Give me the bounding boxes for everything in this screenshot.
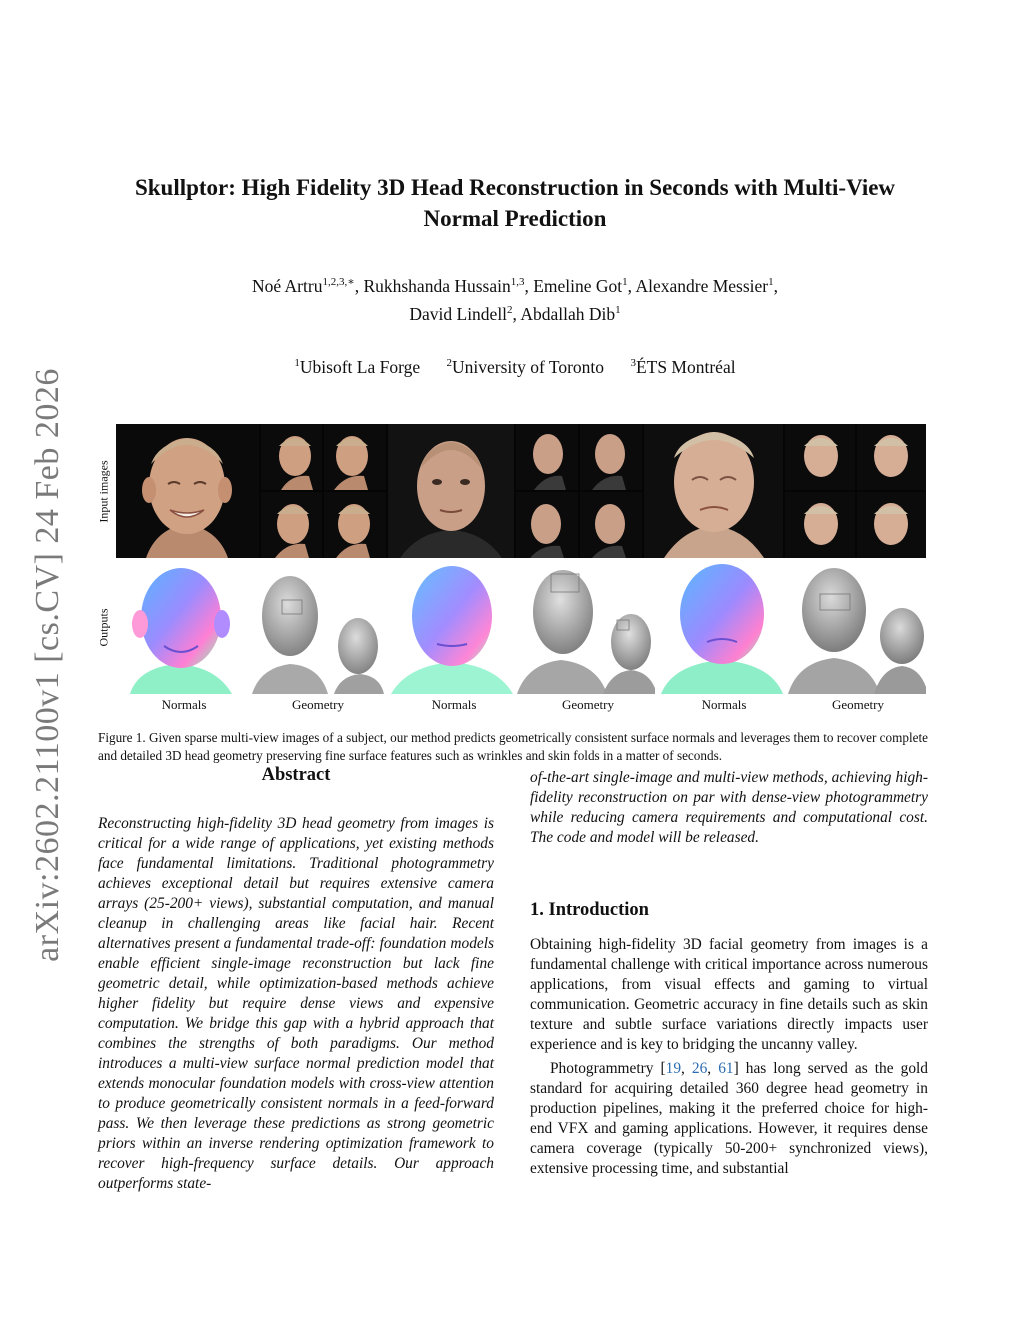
face-photo-image [116, 424, 259, 558]
right-column [530, 768, 928, 1179]
subject-1-front-photo [116, 424, 259, 558]
normal-map-image [387, 560, 515, 694]
author-line-2: David Lindell$^2$, Abdallah Dib$^1$ [409, 303, 621, 324]
author-affiliation-marker: 1 [768, 276, 774, 288]
paper-title-line-1: Skullptor: High Fidelity 3D Head Reconstruction in Seconds with Multi-View [134, 175, 896, 200]
subject-1-normals-render [116, 560, 244, 694]
side-view-photo [261, 424, 323, 490]
introduction-paragraph-2: Photogrammetry [19, 26, 61] has long served as the gold standard for acquiring detailed 360 degree head geometry in production pipelines, making it the preferred choice for high-end VFX and gaming applications. However, it requires dense camera coverage (typically 50-200+ synchronized views), extensive processing time, and substantial [530, 1060, 928, 1177]
figure-column-label: Geometry [292, 697, 344, 712]
subject-1-side-views [261, 424, 387, 558]
citation-link[interactable]: 19 [665, 1060, 682, 1077]
abstract-heading: Abstract [261, 765, 331, 785]
figure-column-label: Geometry [562, 697, 614, 712]
left-column [98, 765, 494, 1194]
side-view-photo [261, 492, 323, 558]
input-images-row [116, 424, 926, 558]
outputs-row-label: Outputs [96, 607, 111, 647]
normal-map-image [657, 560, 785, 694]
input-images-row-label: Input images [96, 459, 111, 523]
author-affiliation-marker: 1 [615, 303, 621, 316]
side-view-photo [857, 424, 926, 490]
side-view-photo [785, 424, 854, 490]
subject-3-normals-render [657, 560, 785, 694]
affiliation-item: $^2$University of Toronto [446, 356, 605, 377]
affiliation-item: $^3$ÉTS Montréal [630, 356, 736, 377]
author-affiliation-marker: 2 [507, 303, 513, 316]
author-name: David Lindell [409, 303, 508, 324]
abstract-continuation: of-the-art single-image and multi-view methods, achieving high-fidelity reconstruction on par with dense-view photogrammetry while reducing camera requirements and computational cost. The code and model will be released. [530, 769, 928, 846]
affiliation-list [100, 351, 930, 379]
author-name: Alexandre Messier [635, 275, 769, 296]
abstract-body: Reconstructing high-fidelity 3D head geometry from images is critical for a wide range of applications, yet existing methods face fundamental limitations. Traditional photogrammetry achieves exceptional detail but requires extensive camera arrays (25-200+ views), substantial computation, and manual cleanup in challenging areas like facial hair. Recent alternatives present a fundamental trade-off: foundation models enable efficient single-image reconstruction but lack fine geometric detail, while optimization-based methods achieve higher fidelity but require dense views and expensive computation. We bridge this gap with a hybrid approach that combines the strengths of both paradigms. Our method introduces a multi-view surface normal prediction model that extends monocular foundation models with cross-view attention to produce geometrically consistent normals in a feed-forward pass. We then leverage these predictions as strong geometric priors within an inverse rendering optimization framework to recover high-frequency surface details. Our approach outperforms state- [98, 815, 494, 1192]
side-view-photo [785, 492, 854, 558]
citation-link[interactable]: 26 [691, 1060, 708, 1077]
figure-column-label: Normals [431, 697, 477, 712]
subject-2-front-photo [388, 424, 514, 558]
normal-map-image [116, 560, 244, 694]
face-photo-image [644, 424, 784, 558]
side-view-photo [857, 492, 926, 558]
subject-2-geometry-render [517, 560, 655, 694]
teaser-figure [116, 424, 926, 696]
author-name: Rukhshanda Hussain [363, 275, 511, 296]
geometry-render-image [788, 560, 926, 694]
arxiv-identifier-stamp [18, 370, 78, 960]
affiliation-item: $^1$Ubisoft La Forge [294, 356, 421, 377]
side-view-photo [324, 424, 386, 490]
side-view-photo [516, 492, 578, 558]
introduction-paragraph-1: Obtaining high-fidelity 3D facial geometry from images is a fundamental challenge with critical importance across numerous applications, from visual effects and gaming to virtual communication. Geometric accuracy in fine details such as skin texture and subtle surface variations directly impacts user experience and is key to bridging the uncanny valley. [530, 936, 928, 1053]
paper-title-line-2: Normal Prediction [423, 206, 607, 231]
author-line-1: Noé Artru$^{1,2,3,∗}$, Rukhshanda Hussain$^{1,3}$, Emeline Got$^1$, Alexandre Messier$^1$, [251, 275, 779, 296]
author-list [100, 270, 930, 326]
face-photo-image [388, 424, 514, 558]
introduction-heading: 1. Introduction [530, 900, 649, 920]
figure-caption: Figure 1. Given sparse multi-view images of a subject, our method predicts geometrically consistent surface normals and leverages them to recover complete and detailed 3D head geometry preserving fine surface features such as wrinkles and skin folds in a matter of seconds. [98, 730, 928, 763]
side-view-photo [580, 424, 642, 490]
subject-2-side-views [516, 424, 642, 558]
figure-column-label: Normals [701, 697, 747, 712]
side-view-photo [324, 492, 386, 558]
author-name: Emeline Got [533, 275, 623, 296]
geometry-render-image [246, 560, 384, 694]
arxiv-identifier-text: arXiv:2602.21100v1 [cs.CV] 24 Feb 2026 [29, 368, 67, 962]
subject-3-geometry-render [788, 560, 926, 694]
subject-3-front-photo [644, 424, 784, 558]
figure-column-labels [116, 697, 926, 713]
subject-3-side-views [785, 424, 926, 558]
geometry-render-image [517, 560, 655, 694]
side-view-photo [516, 424, 578, 490]
subject-2-normals-render [387, 560, 515, 694]
figure-column-label: Normals [161, 697, 207, 712]
figure-column-label: Geometry [832, 697, 884, 712]
author-affiliation-marker: 1,2,3,∗ [322, 276, 355, 288]
author-affiliation-marker: 1 [622, 276, 628, 288]
author-name: Noé Artru [251, 275, 323, 296]
side-view-photo [580, 492, 642, 558]
subject-1-geometry-render [246, 560, 384, 694]
author-affiliation-marker: 1,3 [510, 276, 525, 288]
paper-title [100, 172, 930, 234]
citation-link[interactable]: 61 [718, 1060, 734, 1077]
author-name: Abdallah Dib [520, 303, 616, 324]
outputs-row [116, 560, 926, 694]
